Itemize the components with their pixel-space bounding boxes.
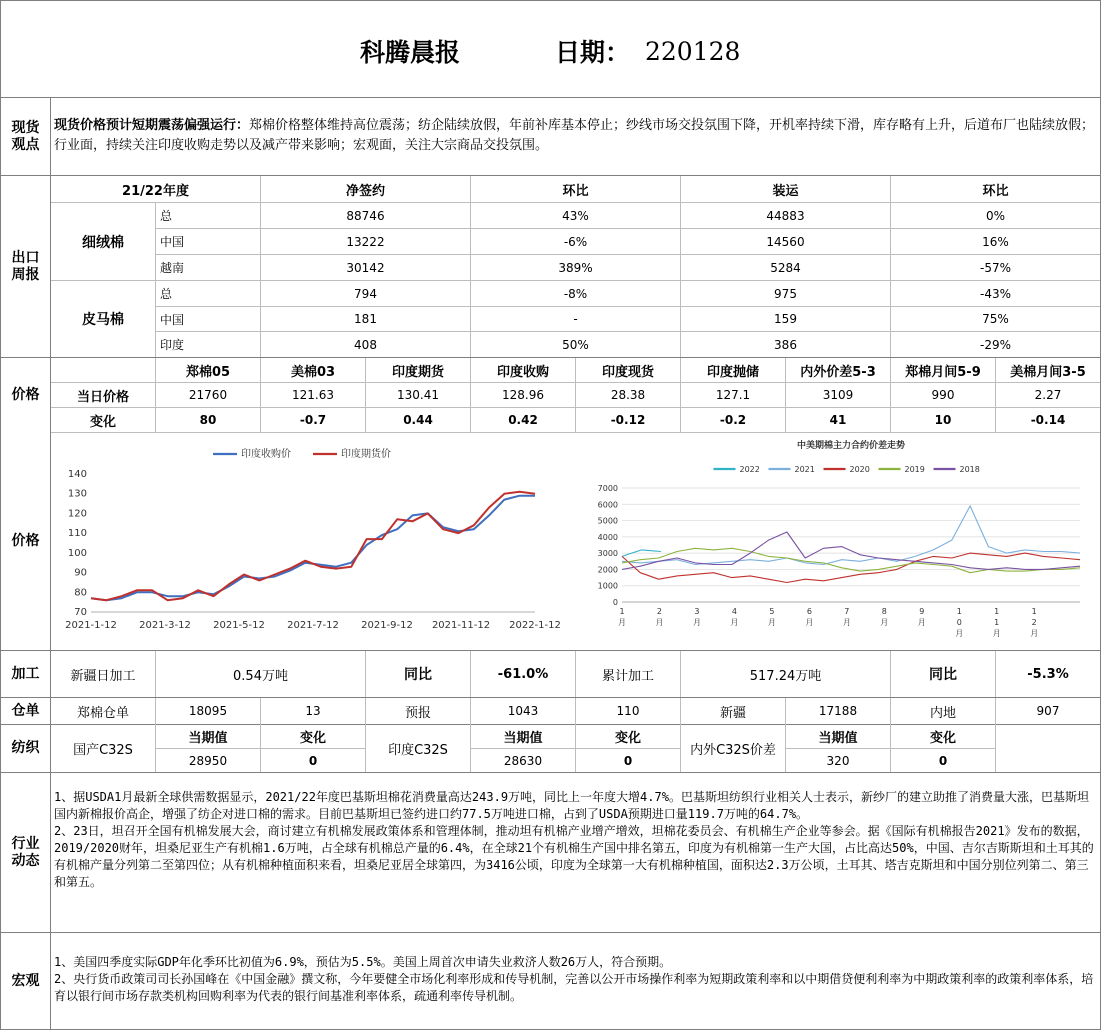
macro-news-item: 2、央行货币政策司司长孙国峰在《中国金融》撰文称，今年要健全市场化利率形成和传导机制，完善以公开市场操作利率为短期政策利率和以中期借贷便利利率为中期政策利率的政策利率体系，培育以银行间市场存款类机构回购利率为代表的银行间基准利率体系，疏通利率传导机制。	[54, 972, 1094, 1003]
x-tick-label: 2021-5-12	[213, 620, 265, 631]
y-tick-label: 120	[67, 508, 87, 520]
textile-change-header: 变化	[929, 731, 956, 746]
price-header: 印度期货	[391, 364, 444, 380]
table-cell: 中国	[160, 235, 185, 249]
price-header: 郑棉月间5-9	[905, 364, 981, 380]
table-cell: 75%	[982, 312, 1009, 326]
table-cell: 越南	[160, 261, 185, 275]
table-cell: 43%	[562, 208, 589, 223]
x-tick-label: 9	[919, 607, 925, 616]
table-cell: -6%	[563, 234, 588, 249]
x-tick-label: 月	[730, 618, 739, 627]
section-label-warehouse: 仓单	[11, 702, 40, 719]
table-cell: -0.12	[610, 413, 646, 427]
report-date: 220128	[645, 36, 741, 66]
date-label: 日期：	[555, 38, 631, 67]
processing-cum-value: 517.24万吨	[749, 668, 822, 684]
price-header: 印度抛储	[706, 364, 759, 380]
export-header-ship-chg: 环比	[982, 183, 1009, 199]
table-cell: 13222	[346, 234, 385, 249]
price-row-label-change: 变化	[89, 414, 116, 430]
report-title: 科腾晨报	[359, 38, 460, 67]
export-group-upland: 细绒棉	[82, 234, 124, 251]
table-cell: -8%	[563, 286, 588, 301]
x-tick-label: 2021-11-12	[431, 620, 491, 631]
textile-india-label: 印度C32S	[388, 743, 448, 758]
table-cell: -0.14	[1030, 413, 1066, 427]
y-tick-label: 80	[74, 587, 87, 599]
warehouse-forecast: 1043	[507, 704, 539, 718]
spread-chart	[590, 436, 1095, 646]
grid-line	[51, 432, 1100, 433]
x-tick-label: 月	[618, 618, 626, 627]
table-cell: 975	[774, 286, 797, 301]
warehouse-label: 郑棉仓单	[76, 705, 129, 721]
textile-spread-label: 内外C32S价差	[690, 743, 776, 758]
macro-news-item: 1、美国四季度实际GDP年化季环比初值为6.9%，预估为5.5%。美国上周首次申请失业救济人数26万人，符合预期。	[54, 955, 672, 969]
table-cell: 386	[774, 337, 797, 352]
processing-cum-yoy: -5.3%	[1027, 666, 1069, 682]
textile-current-header: 当期值	[188, 731, 228, 746]
textile-spread-value: 320	[826, 753, 850, 768]
legend-label: 2019	[904, 465, 925, 474]
table-cell: 181	[354, 312, 377, 326]
price-header: 美棉月间3-5	[1010, 364, 1086, 380]
export-header-net: 净签约	[345, 183, 385, 199]
table-cell: 10	[934, 413, 952, 427]
price-header: 美棉03	[290, 364, 336, 380]
table-cell: 14560	[766, 234, 805, 249]
legend-label: 2020	[849, 465, 870, 474]
textile-india-change: 0	[623, 753, 633, 768]
textile-current-header: 当期值	[818, 731, 858, 746]
x-tick-label: 1	[1031, 607, 1037, 616]
y-tick-label: 1000	[597, 581, 618, 591]
export-header-ship: 装运	[772, 183, 799, 199]
table-cell: 128.96	[502, 388, 544, 402]
y-tick-label: 6000	[597, 500, 618, 510]
x-tick-label: 1	[994, 618, 1000, 627]
y-tick-label: 70	[74, 607, 87, 618]
textile-domestic-value: 28950	[188, 753, 228, 768]
table-cell: -0.2	[719, 413, 747, 427]
y-tick-label: 5000	[597, 516, 618, 526]
table-cell: 121.63	[292, 388, 334, 402]
section-label-export: 出口周报	[11, 249, 40, 283]
y-tick-label: 7000	[597, 484, 618, 493]
textile-india-value: 28630	[503, 753, 543, 768]
table-cell: 21760	[188, 388, 228, 402]
x-tick-label: 月	[880, 618, 889, 627]
textile-current-header: 当期值	[503, 731, 543, 746]
textile-spread-change: 0	[938, 753, 948, 768]
x-tick-label: 7	[844, 607, 850, 616]
divider	[0, 97, 1101, 98]
textile-change-header: 变化	[614, 731, 641, 746]
y-tick-label: 100	[67, 547, 87, 559]
export-header-season: 21/22年度	[122, 183, 189, 199]
border-top	[0, 0, 1101, 1]
warehouse-value: 18095	[188, 704, 228, 718]
x-tick-label: 2021-1-12	[65, 620, 117, 631]
y-tick-label: 130	[67, 488, 87, 500]
export-group-pima: 皮马棉	[82, 312, 124, 328]
table-cell: -	[573, 312, 578, 326]
y-tick-label: 0	[612, 598, 618, 607]
divider	[0, 772, 1101, 773]
table-cell: 50%	[562, 337, 589, 352]
x-tick-label: 3	[694, 607, 700, 616]
section-label-spot: 现货观点	[11, 119, 40, 153]
x-tick-label: 2	[656, 607, 663, 616]
textile-change-header: 变化	[299, 731, 326, 746]
table-cell: 中国	[160, 312, 185, 327]
x-tick-label: 4	[731, 607, 737, 616]
section-label-textile: 纺织	[11, 740, 40, 756]
table-cell: 0%	[985, 208, 1006, 223]
x-tick-label: 月	[692, 618, 701, 627]
table-cell: 127.1	[715, 388, 751, 402]
price-header: 郑棉05	[185, 364, 231, 380]
processing-yoy-label-2: 同比	[929, 667, 957, 683]
x-tick-label: 1	[994, 607, 1000, 616]
table-cell: -57%	[979, 260, 1011, 275]
table-cell: 41	[829, 413, 847, 427]
textile-domestic-label: 国产C32S	[73, 743, 133, 758]
warehouse-forecast-label: 预报	[404, 705, 431, 721]
processing-daily-yoy: -61.0%	[497, 666, 549, 682]
export-header-net-chg: 环比	[562, 183, 589, 199]
table-cell: 88746	[346, 208, 385, 223]
y-tick-label: 110	[67, 528, 87, 540]
section-label-macro: 宏观	[11, 972, 40, 989]
macro-news	[54, 954, 1094, 1026]
x-tick-label: 2022-1-12	[509, 620, 561, 631]
table-cell: -29%	[979, 337, 1011, 352]
x-tick-label: 6	[806, 607, 812, 616]
processing-cum-label: 累计加工	[601, 668, 654, 684]
processing-yoy-label: 同比	[404, 667, 432, 683]
x-tick-label: 月	[955, 629, 964, 638]
price-row-label-today: 当日价格	[76, 389, 129, 405]
legend-label: 印度期货价	[341, 449, 391, 460]
x-tick-label: 1	[956, 607, 962, 616]
y-tick-label: 90	[74, 567, 87, 579]
x-tick-label: 月	[767, 618, 776, 627]
industry-news-item: 1、据USDA1月最新全球供需数据显示，2021/22年度巴基斯坦棉花消费量高达243.9万吨，同比上一年度大增4.7%。巴基斯坦纺织行业相关人士表示，新纱厂的建立助推了消费量大涨，巴基斯坦国内新棉报价高企，增强了纺企对进口棉的需求。目前巴基斯坦已签约进口约77.5万吨进口棉，占到了USDA预期进口量119.7万吨的64.7%。	[54, 790, 1089, 821]
textile-domestic-change: 0	[308, 753, 318, 768]
table-cell: 408	[354, 337, 377, 352]
warehouse-inland-label: 内地	[929, 705, 956, 721]
industry-news-item: 2、23日，坦召开全国有机棉发展大会，商讨建立有机棉发展政策体系和管理体制，推动坦有机棉产业增产增效，坦棉花委员会、有机棉生产企业等参会。据《国际有机棉报告2021》发布的数据，2019/2020财年，坦桑尼亚生产有机棉1.6万吨，占全球有机棉总产量的6.4%，在全球21个有机棉生产国中排名第五，印度为有机棉第一生产大国，占比高达50%，中国、吉尔吉斯斯坦和土耳其的有机棉产量分列第二至第四位；从有机棉种植面积来看，坦桑尼亚居全球第四，为3416公顷，印度为全球第一大有机棉种植国，面积达2.3万公顷，土耳其、塔吉克斯坦和中国分别位列第二、第三和第五。	[54, 824, 1094, 889]
x-tick-label: 2021-7-12	[287, 620, 339, 631]
spot-view-body: 郑棉价格整体维持高位震荡；纺企陆续放假，年前补库基本停止；纱线市场交投氛围下降，开机率持续下滑，库存略有上升，后道布厂也陆续放假；行业面，持续关注印度收购走势以及减产带来影响；宏观面，关注大宗商品交投氛围。	[54, 118, 1095, 153]
legend-label: 2021	[794, 465, 815, 474]
x-tick-label: 月	[917, 618, 926, 627]
x-tick-label: 月	[805, 618, 814, 627]
legend-label: 2018	[959, 465, 980, 474]
table-cell: 5284	[770, 260, 801, 275]
x-tick-label: 2021-9-12	[361, 620, 413, 631]
price-header: 印度收购	[496, 364, 549, 380]
price-header: 内外价差5-3	[800, 364, 876, 380]
table-cell: 389%	[558, 260, 593, 275]
warehouse-change: 13	[305, 704, 321, 718]
x-tick-label: 2021-3-12	[139, 620, 191, 631]
x-tick-label: 月	[655, 618, 664, 627]
processing-daily-label: 新疆日加工	[70, 668, 136, 684]
table-cell: 30142	[346, 260, 385, 275]
y-tick-label: 140	[67, 469, 87, 480]
warehouse-xinjiang: 17188	[818, 704, 858, 718]
x-tick-label: 月	[842, 618, 851, 627]
x-tick-label: 2	[1031, 618, 1037, 627]
table-cell: 16%	[982, 234, 1009, 249]
divider	[0, 932, 1101, 933]
x-tick-label: 月	[992, 629, 1001, 638]
x-tick-label: 1	[619, 607, 625, 616]
x-tick-label: 0	[956, 618, 962, 627]
table-cell: 44883	[766, 208, 805, 223]
x-tick-label: 月	[1030, 629, 1039, 638]
section-label-price: 价格	[11, 386, 40, 403]
warehouse-xinjiang-label: 新疆	[719, 705, 746, 721]
table-cell: 80	[199, 413, 217, 427]
legend-label: 印度收购价	[241, 449, 291, 460]
y-tick-label: 4000	[597, 532, 618, 542]
spot-view-text	[54, 116, 1096, 160]
table-cell: 794	[354, 286, 377, 301]
price-header: 印度现货	[601, 364, 654, 380]
table-cell: 159	[774, 312, 797, 326]
chart-title: 中美期棉主力合约价差走势	[796, 441, 906, 451]
section-label-processing: 加工	[11, 665, 40, 682]
table-cell: 3109	[822, 388, 854, 402]
warehouse-forecast-change: 110	[616, 704, 640, 718]
warehouse-inland: 907	[1036, 704, 1060, 718]
table-cell: 总	[160, 287, 173, 301]
table-cell: 28.38	[610, 388, 646, 402]
y-tick-label: 2000	[597, 565, 618, 575]
india-price-chart	[55, 436, 561, 646]
section-label-price-chart: 价格	[11, 533, 40, 549]
table-cell: 130.41	[397, 388, 439, 402]
x-tick-label: 5	[769, 607, 775, 616]
spot-view-lead: 现货价格预计短期震荡偏强运行：	[54, 118, 250, 133]
table-cell: 印度	[160, 338, 185, 352]
table-cell: -43%	[979, 286, 1011, 301]
section-label-industry: 行业动态	[11, 835, 40, 869]
series-line-印度收购价	[91, 496, 535, 601]
processing-daily-value: 0.54万吨	[233, 668, 288, 684]
industry-news	[54, 789, 1094, 929]
series-line-印度期货价	[91, 492, 535, 601]
table-cell: 0.42	[508, 413, 538, 427]
table-cell: 0.44	[403, 413, 433, 427]
table-cell: 990	[931, 388, 955, 402]
x-tick-label: 8	[881, 607, 887, 616]
y-tick-label: 3000	[597, 549, 618, 559]
legend-label: 2022	[739, 465, 760, 474]
table-cell: -0.7	[299, 413, 327, 427]
table-cell: 总	[160, 209, 173, 223]
table-cell: 2.27	[1034, 388, 1062, 402]
